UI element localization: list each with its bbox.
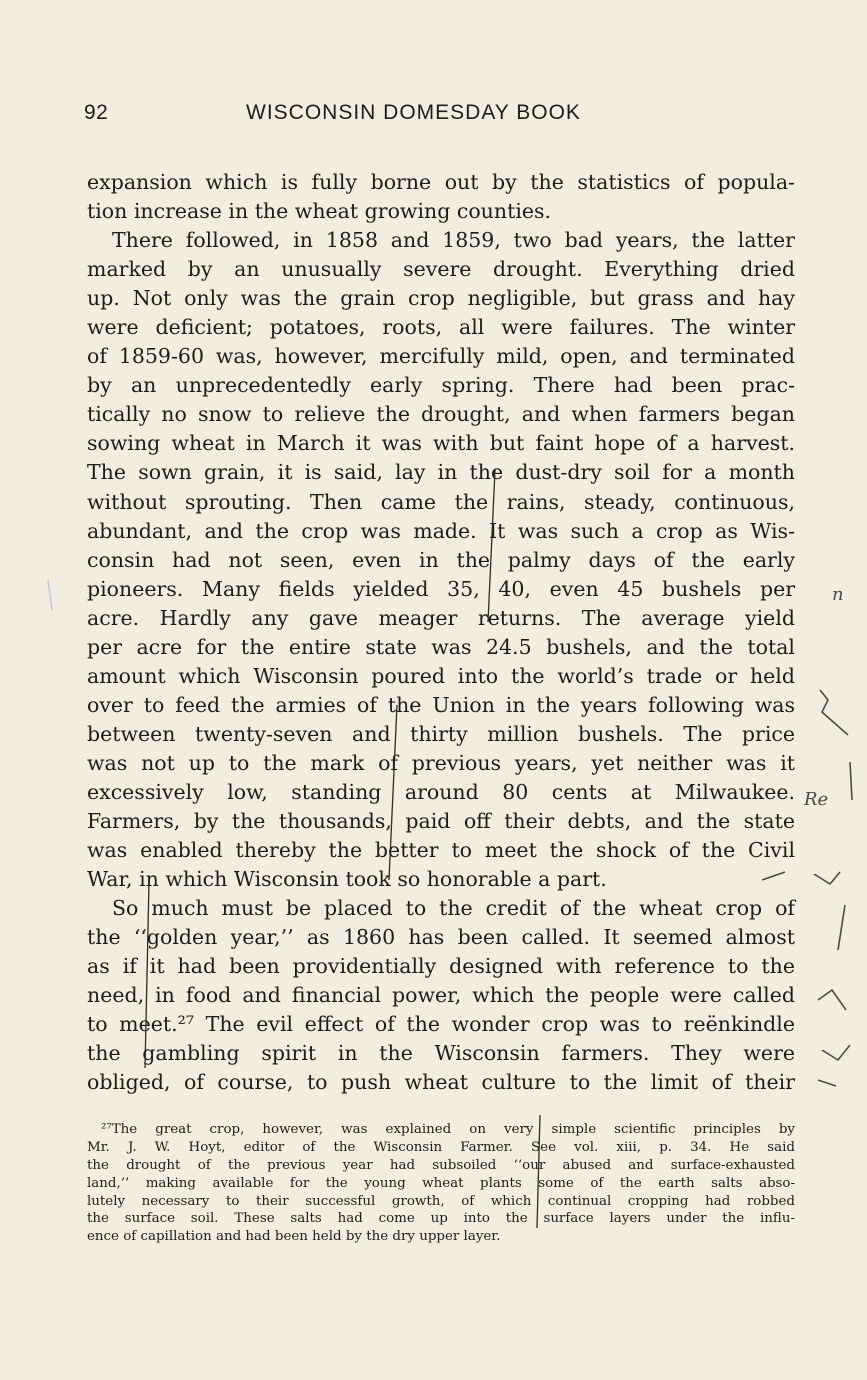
text-line: War, in which Wisconsin took so honorable a part. [87, 867, 607, 892]
footnote-line: land,’’ making available for the young wheat plants some of the earth salts abso- [87, 1175, 795, 1191]
pencil-stroke [818, 990, 846, 1010]
text-line: the ‘‘golden year,’’ as 1860 has been called. It seemed almost [87, 925, 795, 950]
text-line: was enabled thereby the better to meet the shock of the Civil [87, 838, 795, 863]
text-line: by an unprecedentedly early spring. There had been prac- [87, 373, 795, 398]
text-line: between twenty-seven and thirty million bushels. The price [87, 721, 795, 746]
text-line: tion increase in the wheat growing counties. [87, 199, 552, 224]
footnote-line: Mr. J. W. Hoyt, editor of the Wisconsin Farmer. See vol. xiii, p. 34. He said [87, 1139, 795, 1155]
text-line: need, in food and financial power, which the people were called [87, 983, 795, 1008]
text-line: as if it had been providentially designed with reference to the [87, 954, 795, 979]
pencil-stroke [814, 872, 840, 884]
text-line: obliged, of course, to push wheat culture to the limit of their [87, 1070, 795, 1095]
text-line: of 1859-60 was, however, mercifully mild, open, and terminated [87, 344, 795, 369]
text-line: the gambling spirit in the Wisconsin farmers. They were [87, 1041, 795, 1066]
footnote-line: the drought of the previous year had subsoiled ‘‘our abused and surface-exhausted [87, 1157, 795, 1173]
text-line: consin had not seen, even in the palmy days of the early [87, 547, 795, 572]
pencil-stroke [850, 762, 852, 800]
body-text [87, 168, 795, 1098]
text-line: expansion which is fully borne out by the statistics of popula- [87, 170, 795, 194]
text-line: There followed, in 1858 and 1859, two bad years, the latter [112, 228, 795, 253]
footnote-line: ence of capillation and had been held by the dry upper layer. [87, 1229, 501, 1245]
running-title: WISCONSIN DOMESDAY BOOK [246, 101, 581, 124]
text-line: were deficient; potatoes, roots, all were failures. The winter [87, 315, 795, 340]
footnotes [87, 1121, 795, 1246]
text-line: abundant, and the crop was made. It was such a crop as Wis- [87, 518, 795, 543]
page-header [84, 101, 804, 137]
text-line: was not up to the mark of previous years, yet neither was it [87, 750, 795, 775]
text-line: sowing wheat in March it was with but faint hope of a harvest. [87, 431, 795, 456]
pencil-stroke [838, 905, 845, 950]
page-number: 92 [84, 101, 109, 124]
margin-note: Re [804, 789, 829, 810]
footnote-line: ²⁷The great crop, however, was explained on very simple scientific principles by [101, 1122, 795, 1137]
margin-note: n [832, 584, 844, 605]
text-line: excessively low, standing around 80 cents at Milwaukee. [87, 779, 795, 804]
text-line: per acre for the entire state was 24.5 bushels, and the total [87, 634, 795, 659]
text-line: tically no snow to relieve the drought, and when farmers began [87, 402, 795, 427]
pencil-stroke [818, 1080, 836, 1086]
text-line: to meet.²⁷ The evil effect of the wonder crop was to reënkindle [87, 1012, 795, 1037]
text-line: marked by an unusually severe drought. Everything dried [87, 257, 795, 282]
text-line: The sown grain, it is said, lay in the dust-dry soil for a month [87, 460, 795, 485]
text-line: pioneers. Many fields yielded 35, 40, even 45 bushels per [87, 576, 795, 601]
footnote-line: the surface soil. These salts had come up into the surface layers under the influ- [87, 1211, 795, 1227]
pencil-stroke [820, 690, 848, 735]
text-line: Farmers, by the thousands, paid off their debts, and the state [87, 809, 795, 834]
text-line: So much must be placed to the credit of the wheat crop of [112, 896, 795, 921]
pencil-stroke [822, 1045, 850, 1060]
text-line: up. Not only was the grain crop negligible, but grass and hay [87, 286, 795, 311]
text-line: over to feed the armies of the Union in the years following was [87, 692, 795, 717]
faint-mark [48, 580, 52, 610]
text-line: acre. Hardly any gave meager returns. The average yield [87, 605, 795, 630]
footnote-line: lutely necessary to their successful growth, of which continual cropping had robbed [87, 1193, 795, 1209]
text-line: amount which Wisconsin poured into the world’s trade or held [87, 663, 795, 688]
text-line: without sprouting. Then came the rains, steady, continuous, [87, 489, 795, 514]
